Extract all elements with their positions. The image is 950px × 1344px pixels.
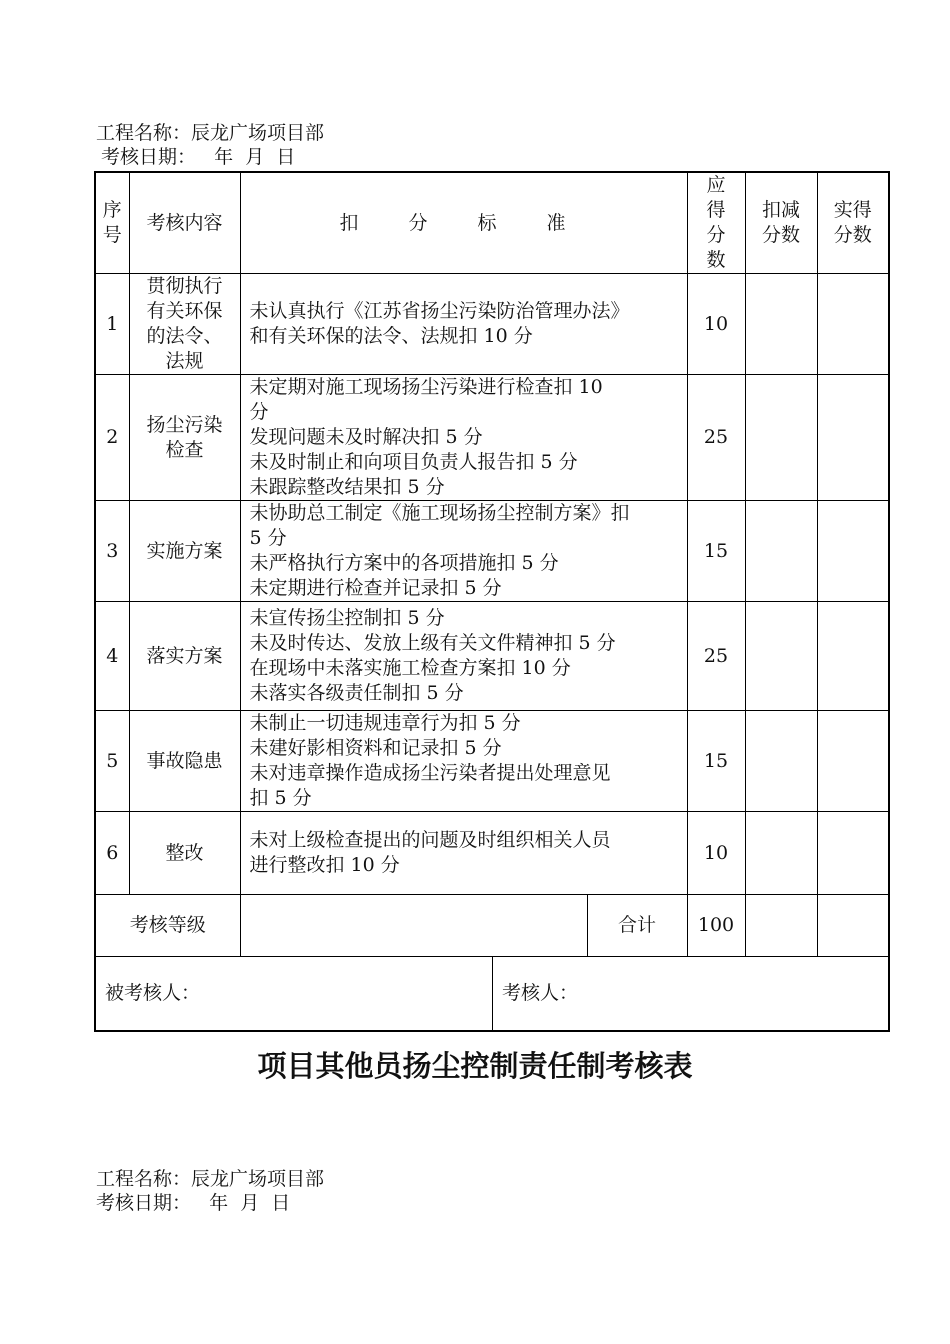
row-content: 落实方案 <box>129 602 240 711</box>
grade-value-cell[interactable] <box>240 895 587 957</box>
row-content: 实施方案 <box>129 501 240 602</box>
row-should-score: 15 <box>687 711 745 812</box>
row-content: 扬尘污染 检查 <box>129 375 240 501</box>
row-should-score: 25 <box>687 375 745 501</box>
row-should-score: 25 <box>687 602 745 711</box>
total-score: 100 <box>687 895 745 957</box>
row-actual-cell[interactable] <box>817 501 889 602</box>
row-actual-cell[interactable] <box>817 711 889 812</box>
row-actual-cell[interactable] <box>817 274 889 375</box>
row-deduct-cell[interactable] <box>745 274 817 375</box>
table-row <box>95 501 889 602</box>
header-seq: 序 号 <box>95 172 129 274</box>
project-name-line: 工程名称：辰龙广场项目部 <box>96 122 325 144</box>
row-number: 6 <box>95 812 129 895</box>
row-number: 1 <box>95 274 129 375</box>
assessor-label: 考核人： <box>502 982 579 1004</box>
signature-row <box>95 957 889 1032</box>
row-number: 2 <box>95 375 129 501</box>
header-standard: 扣 分 标 准 <box>240 172 687 274</box>
header-actual-score: 实得 分数 <box>817 172 889 274</box>
row-standard: 未认真执行《江苏省扬尘污染防治管理办法》 和有关环保的法令、法规扣 10 分 <box>240 274 687 375</box>
row-standard: 未制止一切违规违章行为扣 5 分 未建好影相资料和记录扣 5 分 未对违章操作造成扬尘污染者提出处理意见 扣 5 分 <box>240 711 687 812</box>
row-deduct-cell[interactable] <box>745 602 817 711</box>
row-standard: 未对上级检查提出的问题及时组织相关人员 进行整改扣 10 分 <box>240 812 687 895</box>
signature-cell <box>95 957 889 1032</box>
row-number: 5 <box>95 711 129 812</box>
total-deduct-cell[interactable] <box>745 895 817 957</box>
row-deduct-cell[interactable] <box>745 375 817 501</box>
table-row <box>95 274 889 375</box>
row-should-score: 10 <box>687 274 745 375</box>
header-should-score: 应 得 分 数 <box>687 172 745 274</box>
grade-row <box>95 895 889 957</box>
assessment-table <box>94 171 890 1032</box>
table-row <box>95 711 889 812</box>
row-actual-cell[interactable] <box>817 602 889 711</box>
table-row <box>95 602 889 711</box>
assessee-signature[interactable] <box>96 957 493 1030</box>
row-actual-cell[interactable] <box>817 375 889 501</box>
project-name-line-2: 工程名称：辰龙广场项目部 <box>96 1168 325 1190</box>
assessment-date-line-2: 考核日期： 年 月 日 <box>96 1192 291 1214</box>
row-deduct-cell[interactable] <box>745 501 817 602</box>
header-content: 考核内容 <box>129 172 240 274</box>
assessee-label: 被考核人： <box>105 982 201 1004</box>
row-deduct-cell[interactable] <box>745 812 817 895</box>
assessor-signature[interactable] <box>493 957 888 1030</box>
grade-label: 考核等级 <box>95 895 240 957</box>
row-number: 4 <box>95 602 129 711</box>
row-standard: 未定期对施工现场扬尘污染进行检查扣 10 分 发现问题未及时解决扣 5 分 未及时制止和向项目负责人报告扣 5 分 未跟踪整改结果扣 5 分 <box>240 375 687 501</box>
assessment-date-line: 考核日期： 年 月 日 <box>101 146 296 168</box>
table-row <box>95 812 889 895</box>
row-actual-cell[interactable] <box>817 812 889 895</box>
table-row <box>95 375 889 501</box>
row-deduct-cell[interactable] <box>745 711 817 812</box>
row-content: 整改 <box>129 812 240 895</box>
row-standard: 未协助总工制定《施工现场扬尘控制方案》扣 5 分 未严格执行方案中的各项措施扣 5 分 未定期进行检查并记录扣 5 分 <box>240 501 687 602</box>
row-should-score: 10 <box>687 812 745 895</box>
row-content: 事故隐患 <box>129 711 240 812</box>
header-row <box>95 172 889 274</box>
total-actual-cell[interactable] <box>817 895 889 957</box>
form-title: 项目其他员扬尘控制责任制考核表 <box>257 1049 693 1083</box>
row-should-score: 15 <box>687 501 745 602</box>
header-deduct-score: 扣减 分数 <box>745 172 817 274</box>
row-content: 贯彻执行 有关环保 的法令、 法规 <box>129 274 240 375</box>
total-label: 合计 <box>587 895 687 957</box>
row-standard: 未宣传扬尘控制扣 5 分 未及时传达、发放上级有关文件精神扣 5 分 在现场中未落实施工检查方案扣 10 分 未落实各级责任制扣 5 分 <box>240 602 687 711</box>
row-number: 3 <box>95 501 129 602</box>
